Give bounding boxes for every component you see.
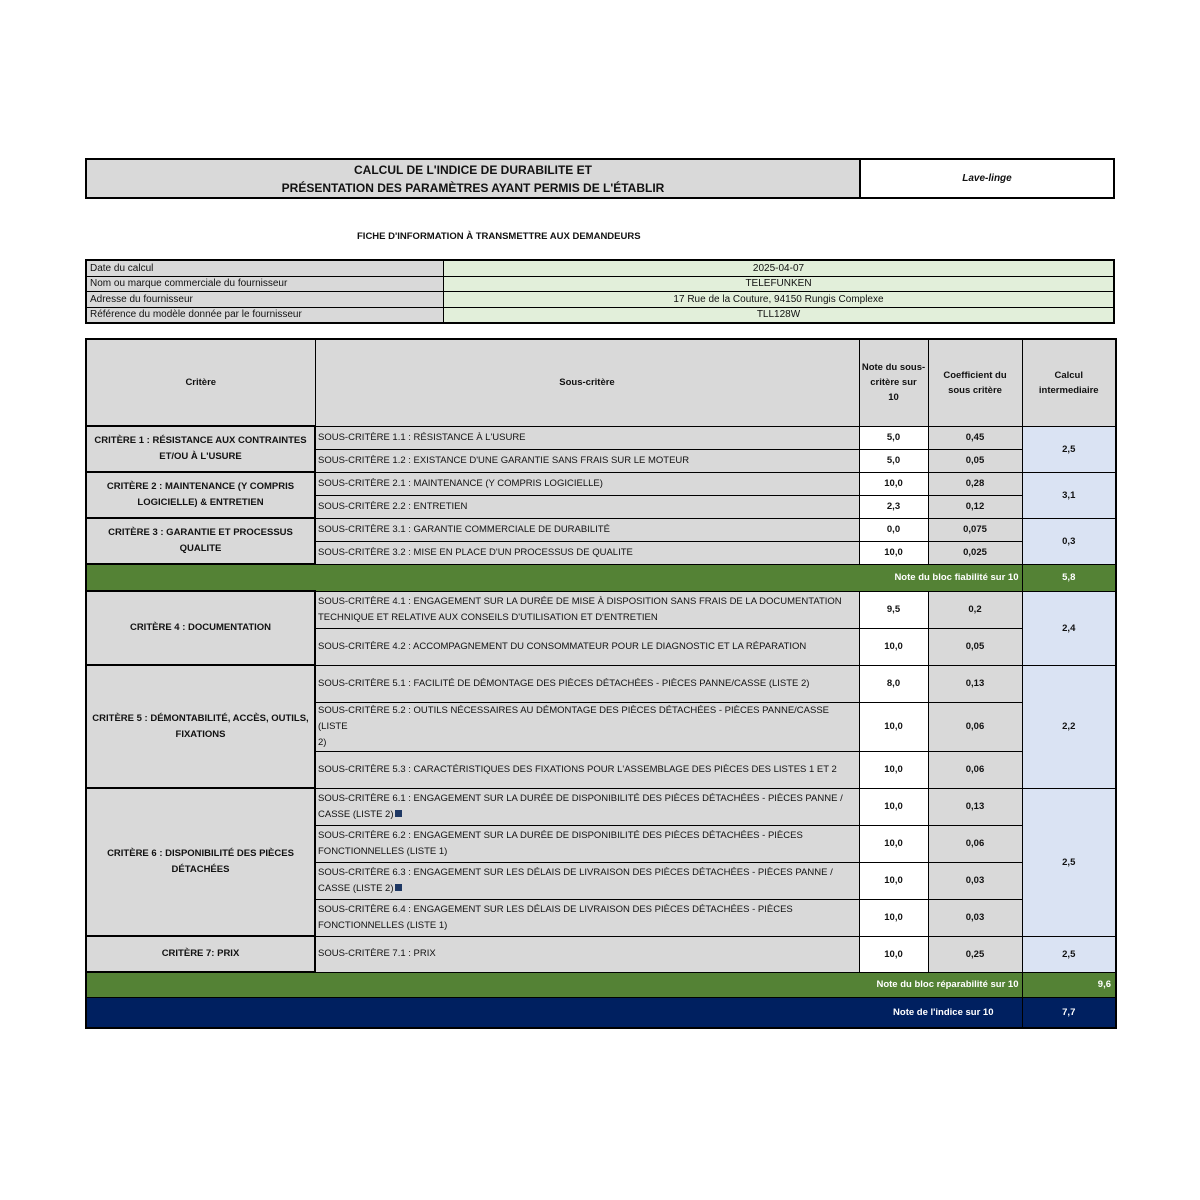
- final-score-value: 7,7: [1022, 997, 1116, 1028]
- subcriterion-cell: SOUS-CRITÈRE 3.1 : GARANTIE COMMERCIALE DE DURABILITÉ: [315, 518, 859, 541]
- comment-marker-icon: [395, 884, 402, 891]
- subcriterion-cell: SOUS-CRITÈRE 4.2 : ACCOMPAGNEMENT DU CONSOMMATEUR POUR LE DIAGNOSTIC ET LA RÉPARATION: [315, 628, 859, 665]
- subcriterion-note: 10,0: [859, 702, 928, 751]
- table-header-row: [86, 339, 1116, 426]
- subcriterion-cell: [315, 862, 859, 899]
- subcriterion-cell: SOUS-CRITÈRE 2.2 : ENTRETIEN: [315, 495, 859, 518]
- criterion-name: QUALITE: [179, 543, 222, 554]
- subcriterion-cell: SOUS-CRITÈRE 5.1 : FACILITÉ DE DÉMONTAGE DES PIÈCES DÉTACHÉES - PIÈCES PANNE/CASSE (LISTE 2): [315, 665, 859, 702]
- header-calcul: [1022, 339, 1116, 426]
- subcriterion-coef: 0,28: [928, 472, 1022, 495]
- criterion-name: FIXATIONS: [175, 728, 226, 740]
- info-label: Référence du modèle donnée par le fournisseur: [86, 307, 444, 323]
- subcriterion-note: 10,0: [859, 936, 928, 972]
- subcriterion-coef: 0,13: [928, 788, 1022, 825]
- subcriterion-note: 10,0: [859, 472, 928, 495]
- final-score-label: Note de l'indice sur 10: [86, 997, 1022, 1028]
- header-calc-line: intermediaire: [1038, 384, 1099, 396]
- header-sous-critere: Sous-critère: [315, 339, 859, 426]
- title-line-2: PRÉSENTATION DES PARAMÈTRES AYANT PERMIS DE L'ÉTABLIR: [281, 180, 665, 195]
- title-line-1: CALCUL DE L'INDICE DE DURABILITE ET: [354, 162, 592, 177]
- subcriterion-coef: 0,25: [928, 936, 1022, 972]
- subcriterion-coef: 0,05: [928, 628, 1022, 665]
- info-label: Date du calcul: [86, 260, 444, 276]
- header-note-line: Note du sous-: [861, 362, 926, 374]
- subcriterion-note: 10,0: [859, 541, 928, 564]
- subcriterion-coef: 0,06: [928, 751, 1022, 788]
- final-row: [86, 997, 1116, 1028]
- criterion-cell: CRITÈRE 7: PRIX: [86, 936, 315, 972]
- criterion-cell: [86, 665, 315, 788]
- subcriterion-coef: 0,06: [928, 825, 1022, 862]
- subcriterion-cell: [315, 825, 859, 862]
- info-label: Adresse du fournisseur: [86, 292, 444, 308]
- subcriterion-coef: 0,05: [928, 449, 1022, 472]
- subcriterion-cell: SOUS-CRITÈRE 1.1 : RÉSISTANCE À L'USURE: [315, 426, 859, 449]
- table-row: [86, 472, 1116, 495]
- block-row: [86, 564, 1116, 591]
- header-note-line: 10: [888, 392, 899, 404]
- criterion-name: CRITÈRE 5 : DÉMONTABILITÉ, ACCÈS, OUTILS,: [92, 712, 309, 724]
- subcriterion-note: 9,5: [859, 591, 928, 628]
- criterion-cell: [86, 518, 315, 564]
- subcriterion-note: 2,3: [859, 495, 928, 518]
- subcriterion-cell: [315, 788, 859, 825]
- criterion-name: CRITÈRE 6 : DISPONIBILITÉ DES PIÈCES: [107, 848, 294, 859]
- info-row: [86, 276, 1114, 292]
- subcriterion-text: TECHNIQUE ET RELATIVE AUX CONSEILS D'UTILISATION ET D'ENTRETIEN: [318, 611, 658, 623]
- criterion-name: ET/OU À L'USURE: [159, 451, 242, 462]
- header-coef-line: sous critère: [948, 384, 1002, 396]
- criterion-name: LOGICIELLE) & ENTRETIEN: [137, 497, 264, 508]
- block-fiabilite-label: Note du bloc fiabilité sur 10: [86, 564, 1022, 591]
- info-table: [85, 259, 1115, 324]
- criterion-calc: 2,4: [1022, 591, 1116, 665]
- subcriterion-cell: SOUS-CRITÈRE 7.1 : PRIX: [315, 936, 859, 972]
- info-value: 17 Rue de la Couture, 94150 Rungis Complexe: [444, 292, 1115, 308]
- subcriterion-coef: 0,06: [928, 702, 1022, 751]
- subcriterion-text: FONCTIONNELLES (LISTE 1): [318, 919, 448, 931]
- subcriterion-text: SOUS-CRITÈRE 6.4 : ENGAGEMENT SUR LES DÉLAIS DE LIVRAISON DES PIÈCES DÉTACHÉES - PIÈCES: [318, 903, 793, 915]
- subcriterion-coef: 0,2: [928, 591, 1022, 628]
- subcriterion-note: 5,0: [859, 449, 928, 472]
- subcriterion-note: 10,0: [859, 628, 928, 665]
- comment-marker-icon: [395, 810, 402, 817]
- subcriterion-text: SOUS-CRITÈRE 6.3 : ENGAGEMENT SUR LES DÉLAIS DE LIVRAISON DES PIÈCES DÉTACHÉES - PIÈCES PANNE /: [318, 866, 833, 878]
- subcriterion-cell: SOUS-CRITÈRE 2.1 : MAINTENANCE (Y COMPRIS LOGICIELLE): [315, 472, 859, 495]
- block-reparabilite-value: 9,6: [1022, 972, 1116, 997]
- criterion-name: CRITÈRE 2 : MAINTENANCE (Y COMPRIS: [106, 481, 295, 492]
- info-value: 2025-04-07: [444, 260, 1115, 276]
- subcriterion-text: SOUS-CRITÈRE 6.1 : ENGAGEMENT SUR LA DURÉE DE DISPONIBILITÉ DES PIÈCES DÉTACHÉES - PIÈCES PANNE /: [318, 792, 843, 804]
- subcriterion-note: 5,0: [859, 426, 928, 449]
- header-calc-line: Calcul: [1054, 369, 1083, 381]
- header-note-line: critère sur: [870, 377, 917, 389]
- subcriterion-coef: 0,025: [928, 541, 1022, 564]
- header-box: [85, 158, 1115, 199]
- table-row: [86, 591, 1116, 628]
- subcriterion-text: FONCTIONNELLES (LISTE 1): [318, 845, 448, 857]
- info-row: [86, 292, 1114, 308]
- table-row: [86, 936, 1116, 972]
- criterion-calc: 2,5: [1022, 788, 1116, 936]
- criterion-calc: 2,2: [1022, 665, 1116, 788]
- header-coef-line: Coefficient du: [943, 369, 1007, 381]
- header-critere: Critère: [86, 339, 315, 426]
- block-reparabilite-label: Note du bloc réparabilité sur 10: [86, 972, 1022, 997]
- table-row: [86, 518, 1116, 541]
- info-label: Nom ou marque commerciale du fournisseur: [86, 276, 444, 292]
- subcriterion-note: 10,0: [859, 825, 928, 862]
- criterion-name: DÉTACHÉES: [171, 864, 230, 875]
- subcriterion-cell: [315, 591, 859, 628]
- subcriterion-note: 10,0: [859, 899, 928, 936]
- subcriterion-cell: SOUS-CRITÈRE 1.2 : EXISTANCE D'UNE GARANTIE SANS FRAIS SUR LE MOTEUR: [315, 449, 859, 472]
- subcriterion-text: CASSE (LISTE 2): [318, 808, 394, 820]
- info-value: TLL128W: [444, 307, 1115, 323]
- info-value: TELEFUNKEN: [444, 276, 1115, 292]
- criterion-cell: [86, 426, 315, 472]
- page-title: [87, 160, 861, 197]
- criterion-cell: [86, 788, 315, 936]
- subcriterion-note: 0,0: [859, 518, 928, 541]
- subcriterion-cell: SOUS-CRITÈRE 5.3 : CARACTÉRISTIQUES DES FIXATIONS POUR L'ASSEMBLAGE DES PIÈCES DES LISTES 1 ET 2: [315, 751, 859, 788]
- subcriterion-note: 10,0: [859, 862, 928, 899]
- table-row: [86, 426, 1116, 449]
- criterion-name: CRITÈRE 3 : GARANTIE ET PROCESSUS: [108, 527, 293, 538]
- subcriterion-coef: 0,075: [928, 518, 1022, 541]
- subcriterion-coef: 0,03: [928, 899, 1022, 936]
- subcriterion-note: 10,0: [859, 751, 928, 788]
- table-row: [86, 788, 1116, 825]
- criterion-calc: 3,1: [1022, 472, 1116, 518]
- header-coefficient: [928, 339, 1022, 426]
- block-row: [86, 972, 1116, 997]
- subcriterion-cell: [315, 702, 859, 751]
- info-row: [86, 260, 1114, 276]
- subcriterion-text: SOUS-CRITÈRE 5.2 : OUTILS NÉCESSAIRES AU DÉMONTAGE DES PIÈCES DÉTACHÉES - PIÈCES PANNE/CASSE (LISTE: [318, 704, 830, 732]
- subcriterion-text: SOUS-CRITÈRE 6.2 : ENGAGEMENT SUR LA DURÉE DE DISPONIBILITÉ DES PIÈCES DÉTACHÉES - PIÈCES: [318, 829, 803, 841]
- subcriterion-coef: 0,03: [928, 862, 1022, 899]
- subcriterion-cell: SOUS-CRITÈRE 3.2 : MISE EN PLACE D'UN PROCESSUS DE QUALITE: [315, 541, 859, 564]
- header-note: [859, 339, 928, 426]
- subcriterion-coef: 0,12: [928, 495, 1022, 518]
- subcriterion-note: 8,0: [859, 665, 928, 702]
- subcriterion-coef: 0,45: [928, 426, 1022, 449]
- subcriterion-cell: [315, 899, 859, 936]
- info-row: [86, 307, 1114, 323]
- criterion-cell: CRITÈRE 4 : DOCUMENTATION: [86, 591, 315, 665]
- table-row: [86, 665, 1116, 702]
- criterion-cell: [86, 472, 315, 518]
- block-fiabilite-value: 5,8: [1022, 564, 1116, 591]
- product-type: Lave-linge: [861, 160, 1113, 197]
- durability-table: [85, 338, 1117, 1029]
- fiche-title: FICHE D'INFORMATION À TRANSMETTRE AUX DEMANDEURS: [357, 231, 641, 242]
- criterion-name: CRITÈRE 1 : RÉSISTANCE AUX CONTRAINTES: [94, 435, 307, 446]
- subcriterion-text: 2): [318, 736, 327, 748]
- criterion-calc: 2,5: [1022, 426, 1116, 472]
- subcriterion-text: CASSE (LISTE 2): [318, 882, 394, 894]
- criterion-calc: 2,5: [1022, 936, 1116, 972]
- subcriterion-text: SOUS-CRITÈRE 4.1 : ENGAGEMENT SUR LA DURÉE DE MISE À DISPOSITION SANS FRAIS DE LA DOCUMENTATION: [318, 595, 842, 607]
- criterion-calc: 0,3: [1022, 518, 1116, 564]
- subcriterion-note: 10,0: [859, 788, 928, 825]
- subcriterion-coef: 0,13: [928, 665, 1022, 702]
